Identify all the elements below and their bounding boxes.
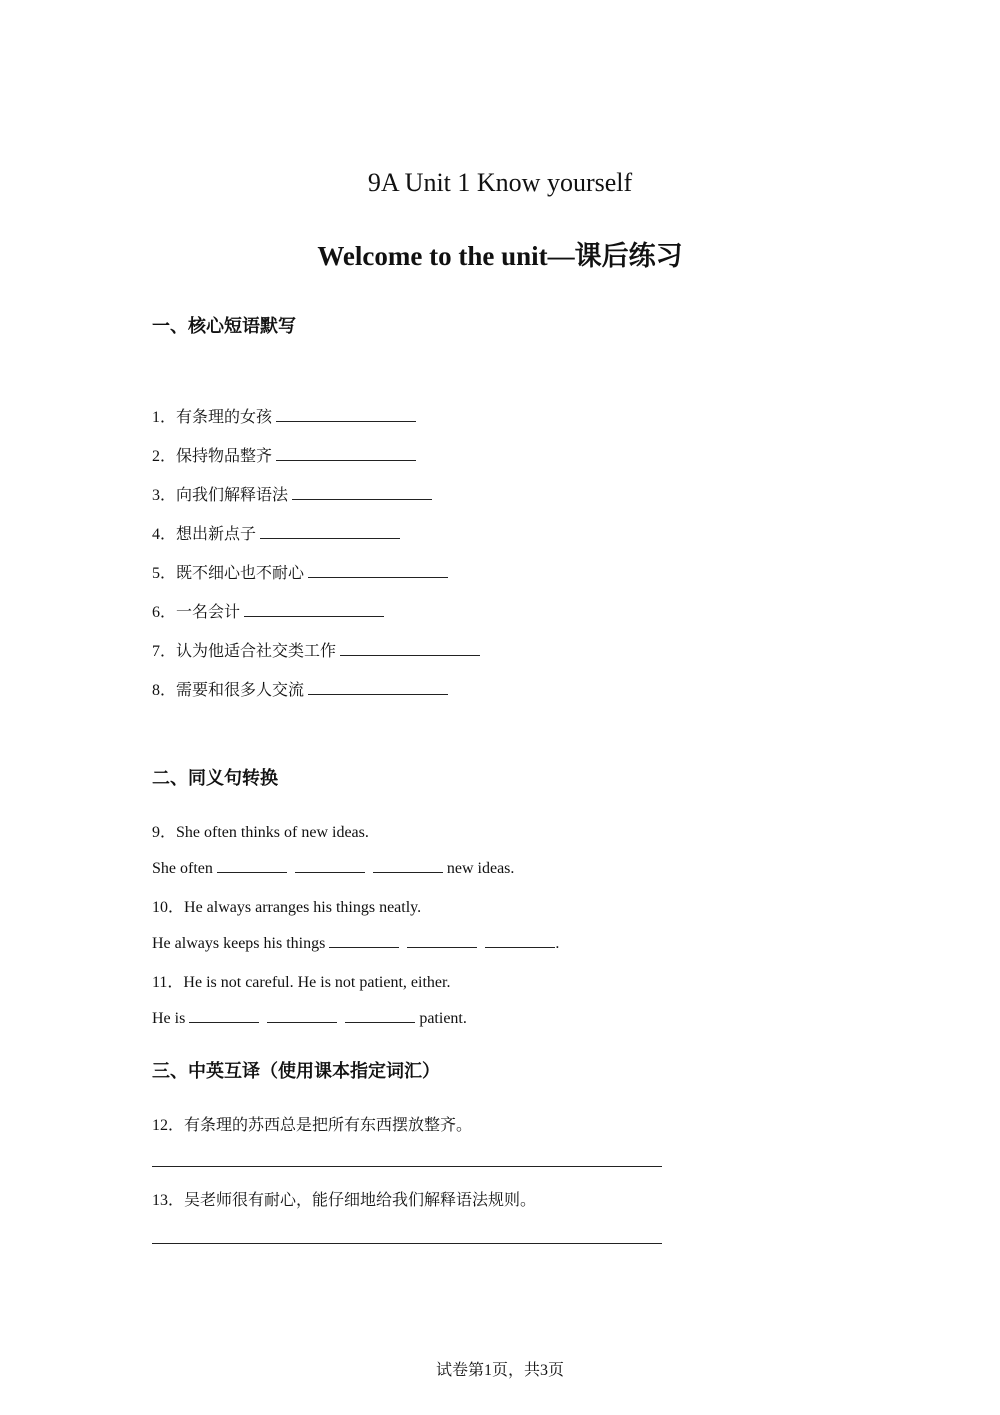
answer-blank[interactable] <box>329 933 399 948</box>
rewrite-prompt <box>152 933 559 953</box>
list-item <box>152 443 416 466</box>
answer-blank[interactable] <box>276 446 416 461</box>
section-heading-phrases: 一、核心短语默写 <box>152 316 296 337</box>
answer-blank[interactable] <box>345 1008 415 1023</box>
section-heading-translation: 三、中英互译（使用课本指定词汇） <box>152 1061 440 1082</box>
item-number: 3． <box>152 487 177 504</box>
prompt-start: She often <box>152 860 213 877</box>
item-text: 既不细心也不耐心 <box>176 563 305 582</box>
answer-line[interactable] <box>152 1166 662 1167</box>
item-text: 向我们解释语法 <box>176 485 289 504</box>
page-title: 9A Unit 1 Know yourself <box>367 168 633 197</box>
item-number: 5． <box>152 565 177 582</box>
answer-blank[interactable] <box>267 1008 337 1023</box>
answer-line[interactable] <box>152 1243 662 1244</box>
sentence-text: 吴老师很有耐心，能仔细地给我们解释语法规则。 <box>184 1190 537 1209</box>
answer-blank[interactable] <box>244 602 384 617</box>
item-text: 认为他适合社交类工作 <box>176 641 337 660</box>
answer-blank[interactable] <box>308 680 448 695</box>
item-number: 1． <box>152 409 177 426</box>
item-text: 保持物品整齐 <box>176 446 273 465</box>
item-text: 一名会计 <box>176 602 241 621</box>
list-item <box>152 677 448 700</box>
section-heading-rewrite: 二、同义句转换 <box>152 768 278 789</box>
rewrite-prompt <box>152 858 514 878</box>
answer-blank[interactable] <box>373 858 443 873</box>
question-sentence <box>152 1187 536 1210</box>
item-number: 6． <box>152 604 177 621</box>
item-number: 7． <box>152 643 177 660</box>
answer-blank[interactable] <box>292 485 432 500</box>
answer-blank[interactable] <box>340 641 480 656</box>
item-number: 9． <box>152 824 177 841</box>
answer-blank[interactable] <box>276 407 416 422</box>
page-subtitle: Welcome to the unit—课后练习 <box>317 241 683 271</box>
list-item <box>152 560 448 583</box>
item-number: 8． <box>152 682 177 699</box>
question-sentence <box>152 894 421 917</box>
question-sentence <box>152 1112 472 1135</box>
item-text: 有条理的女孩 <box>176 407 273 426</box>
prompt-end: new ideas. <box>446 860 515 877</box>
answer-blank[interactable] <box>485 933 555 948</box>
prompt-end: patient. <box>419 1010 467 1027</box>
list-item <box>152 638 480 661</box>
sentence-text: She often thinks of new ideas. <box>176 824 369 841</box>
answer-blank[interactable] <box>295 858 365 873</box>
list-item <box>152 599 384 622</box>
prompt-start: He always keeps his things <box>152 935 326 952</box>
sentence-text: He always arranges his things neatly. <box>184 899 422 916</box>
page-footer: 试卷第1页，共3页 <box>435 1362 564 1379</box>
question-sentence <box>152 969 450 992</box>
sentence-text: 有条理的苏西总是把所有东西摆放整齐。 <box>184 1115 473 1134</box>
prompt-start: He is <box>152 1010 186 1027</box>
item-number: 2． <box>152 448 177 465</box>
answer-blank[interactable] <box>217 858 287 873</box>
item-number: 4． <box>152 526 177 543</box>
item-text: 需要和很多人交流 <box>176 680 305 699</box>
sentence-text: He is not careful. He is not patient, either. <box>183 974 451 991</box>
answer-blank[interactable] <box>308 563 448 578</box>
item-number: 13． <box>152 1192 185 1209</box>
question-sentence <box>152 819 369 842</box>
item-number: 12． <box>152 1117 185 1134</box>
answer-blank[interactable] <box>189 1008 259 1023</box>
prompt-end: . <box>555 935 560 952</box>
list-item <box>152 521 400 544</box>
item-text: 想出新点子 <box>176 524 257 543</box>
answer-blank[interactable] <box>260 524 400 539</box>
item-number: 11． <box>152 974 184 991</box>
rewrite-prompt <box>152 1008 467 1028</box>
answer-blank[interactable] <box>407 933 477 948</box>
list-item <box>152 482 432 505</box>
item-number: 10． <box>152 899 185 916</box>
list-item <box>152 404 416 427</box>
